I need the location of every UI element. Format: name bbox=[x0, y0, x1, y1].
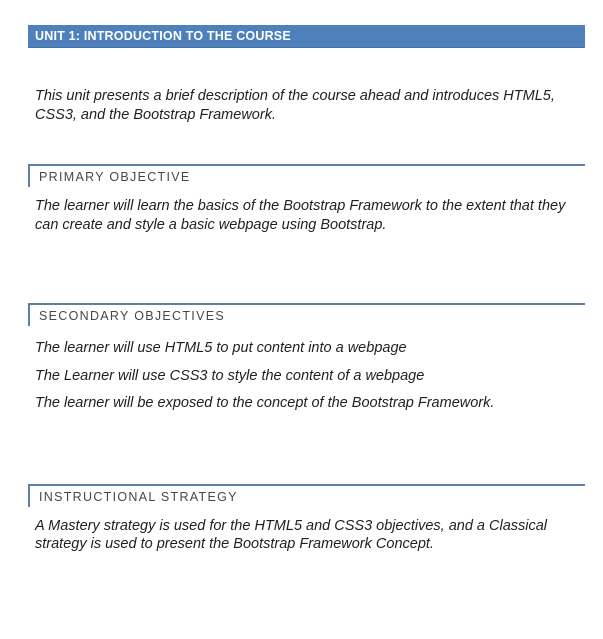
secondary-objective-item: The learner will use HTML5 to put content into a webpage bbox=[35, 340, 407, 356]
secondary-objectives-heading: SECONDARY OBJECTIVES bbox=[28, 303, 585, 326]
secondary-objective-item: The Learner will use CSS3 to style the content of a webpage bbox=[35, 367, 425, 384]
instructional-strategy-heading: INSTRUCTIONAL STRATEGY bbox=[28, 484, 585, 507]
section-secondary-objectives bbox=[28, 303, 585, 413]
intro-paragraph: This unit presents a brief description of the course ahead and introduces HTML5, CSS3, and the Bootstrap Framework. bbox=[35, 88, 555, 123]
unit-title: UNIT 1: INTRODUCTION TO THE COURSE bbox=[35, 29, 291, 43]
section-primary-objective bbox=[28, 164, 585, 234]
unit-title-bar bbox=[28, 25, 585, 48]
section-instructional-strategy bbox=[28, 484, 585, 554]
primary-objective-paragraph: The learner will learn the basics of the Bootstrap Framework to the extent that they can create and style a basic webpage using Bootstrap. bbox=[35, 198, 566, 233]
secondary-objective-item: The learner will be exposed to the concept of the Bootstrap Framework. bbox=[35, 395, 495, 411]
instructional-strategy-paragraph: A Mastery strategy is used for the HTML5 and CSS3 objectives, and a Classical strategy is used to present the Bootstrap Framework Concept. bbox=[35, 517, 548, 552]
primary-objective-heading: PRIMARY OBJECTIVE bbox=[28, 164, 585, 187]
